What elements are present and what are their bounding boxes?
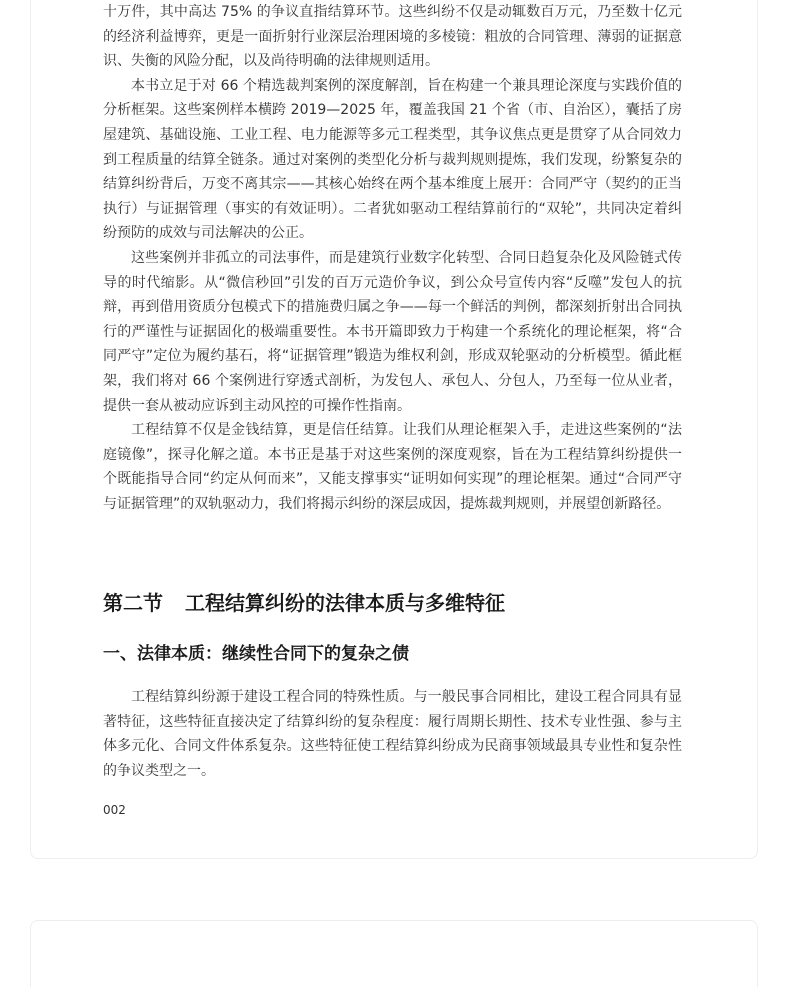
next-document-page bbox=[30, 920, 758, 987]
section-title bbox=[103, 587, 505, 616]
body-text-bottom bbox=[103, 685, 682, 783]
paragraph: 本书立足于对 66 个精选裁判案例的深度解剖，旨在构建一个兼具理论深度与实践价值的分析框架。这些案例样本横跨 2019—2025 年，覆盖我国 21 个省（市、自治区），囊括了房屋建筑、基础设施、工业工程、电力能源等多元工程类型，其争议焦点更是贯穿了从合同效力到工程质量的结算全链条。通过对案例的类型化分析与裁判规则提炼，我们发现，纷繁复杂的结算纠纷背后，万变不离其宗——其核心始终在两个基本维度上展开：合同严守（契约的正当执行）与证据管理（事实的有效证明）。二者犹如驱动工程结算前行的“双轮”，共同决定着纠纷预防的成效与司法解决的公正。 bbox=[103, 77, 682, 242]
page-number: 002 bbox=[103, 803, 126, 817]
section-name: 工程结算纠纷的法律本质与多维特征 bbox=[185, 591, 505, 615]
subsection-title: 一、法律本质：继续性合同下的复杂之债 bbox=[103, 644, 409, 664]
section-number: 第二节 bbox=[103, 591, 163, 615]
paragraph: 工程结算不仅是金钱结算，更是信任结算。让我们从理论框架入手，走进这些案例的“法庭镜像”，探寻化解之道。本书正是基于对这些案例的深度观察，旨在为工程结算纠纷提供一个既能指导合同“约定从何而来”，又能支撑事实“证明如何实现”的理论框架。通过“合同严守与证据管理”的双轨驱动力，我们将揭示纠纷的深层成因，提炼裁判规则，并展望创新路径。 bbox=[103, 422, 682, 512]
paragraph: 这些案例并非孤立的司法事件，而是建筑行业数字化转型、合同日趋复杂化及风险链式传导的时代缩影。从“微信秒回”引发的百万元造价争议，到公众号宣传内容“反噬”发包人的抗辩，再到借用资质分包模式下的措施费归属之争——每一个鲜活的判例，都深刻折射出合同执行的严谨性与证据固化的极端重要性。本书开篇即致力于构建一个系统化的理论框架，将“合同严守”定位为履约基石，将“证据管理”锻造为维权利剑，形成双轮驱动的分析模型。循此框架，我们将对 66 个案例进行穿透式剖析，为发包人、承包人、分包人，乃至每一位从业者，提供一套从被动应诉到主动风控的可操作性指南。 bbox=[103, 249, 682, 414]
paragraph: 十万件，其中高达 75% 的争议直指结算环节。这些纠纷不仅是动辄数百万元，乃至数十亿元的经济利益博弈，更是一面折射行业深层治理困境的多棱镜：粗放的合同管理、薄弱的证据意识、失衡的风险分配，以及尚待明确的法律规则适用。 bbox=[103, 4, 682, 70]
body-text-top bbox=[103, 0, 682, 516]
paragraph: 工程结算纠纷源于建设工程合同的特殊性质。与一般民事合同相比，建设工程合同具有显著特征，这些特征直接决定了结算纠纷的复杂程度：履行周期长期性、技术专业性强、参与主体多元化、合同文件体系复杂。这些特征使工程结算纠纷成为民商事领域最具专业性和复杂性的争议类型之一。 bbox=[103, 689, 682, 779]
document-page bbox=[30, 0, 758, 859]
